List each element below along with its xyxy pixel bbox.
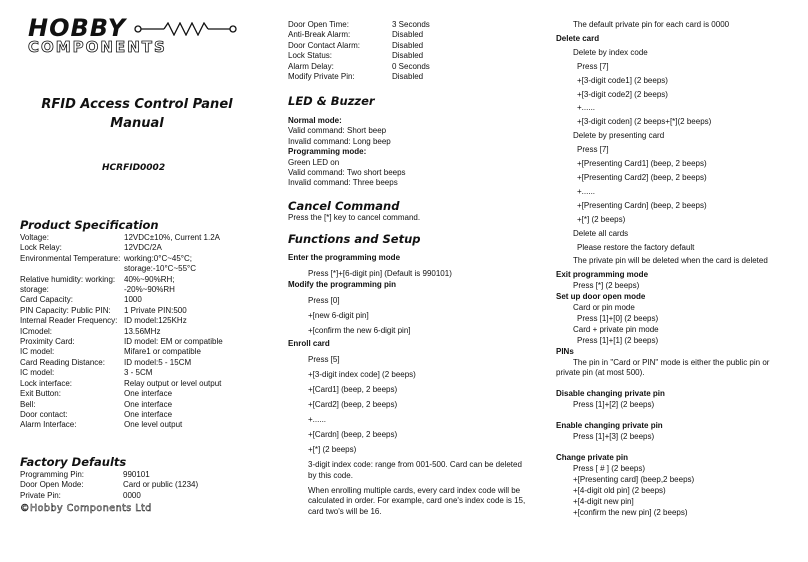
functions-section xyxy=(288,253,525,518)
spec-row xyxy=(20,400,223,410)
programming-mode-label: Programming mode: xyxy=(288,147,367,157)
delete-private-note: The private pin will be deleted when the card is deleted xyxy=(573,256,768,266)
enable-change-label: Enable changing private pin xyxy=(556,421,663,431)
delete-dots-1: +...... xyxy=(577,103,596,113)
spec-row-value: 40%~90%RH; xyxy=(124,274,175,284)
delete-all-cards: Delete all cards xyxy=(573,228,629,238)
setting-row xyxy=(288,62,430,72)
delete-code-n: +[3-digit coden] (2 beeps+[*](2 beeps) xyxy=(577,117,712,127)
setting-row-value: Disabled xyxy=(392,51,424,61)
enroll-card1: +[Card1] (beep, 2 beeps) xyxy=(308,385,398,395)
spec-row-label: IC model: xyxy=(20,368,55,378)
spec-row xyxy=(20,254,223,264)
product-spec-heading: Product Specification xyxy=(20,218,159,232)
setting-row xyxy=(288,72,430,82)
spec-row xyxy=(20,295,223,305)
spec-row-value: 1 Private PIN:500 xyxy=(124,305,187,315)
normal-mode-label: Normal mode: xyxy=(288,116,342,125)
delete-by-index: Delete by index code xyxy=(573,47,648,57)
spec-row-value: One interface xyxy=(124,399,173,409)
setting-row-value: 3 Seconds xyxy=(392,20,430,29)
spec-row-value: 1000 xyxy=(124,295,142,305)
delete-card-label: Delete card xyxy=(556,33,600,43)
spec-row xyxy=(20,316,223,326)
exit-prog-label: Exit programming mode xyxy=(556,270,649,280)
setting-row-value: Disabled xyxy=(392,30,424,40)
spec-row xyxy=(20,275,223,285)
title-line-1: RFID Access Control Panel xyxy=(41,97,233,112)
spec-row-value: working:0°C~45°C; xyxy=(124,253,192,263)
enable-press: Press [1]+[3] (2 beeps) xyxy=(573,432,655,442)
spec-row-value: 13.56MHz xyxy=(124,326,161,336)
spec-row-value: One level output xyxy=(124,420,183,430)
enroll-note-1a: 3-digit index code: range from 001-500. Card can be deleted xyxy=(308,459,522,469)
spec-row-label xyxy=(20,264,124,274)
enroll-note-1b: by this code. xyxy=(308,470,353,480)
card-or-pin-press: Press [1]+[0] (2 beeps) xyxy=(577,313,659,323)
change-pin-label: Change private pin xyxy=(556,453,629,462)
default-row xyxy=(20,491,198,501)
cancel-text: Press the [*] key to cancel command. xyxy=(288,213,421,222)
change-card: +[Presenting card] (beep,2 beeps) xyxy=(573,474,695,484)
delete-code-1: +[3-digit code1] (2 beeps) xyxy=(577,75,668,85)
spec-row-label: IC model: xyxy=(20,347,55,357)
delete-press-7a: Press [7] xyxy=(577,61,609,71)
default-private-pin: The default private pin for each card is 0000 xyxy=(573,20,730,29)
enroll-note-2c: card two's will be 16. xyxy=(308,507,382,517)
default-row-label: Programming Pin: xyxy=(20,470,85,479)
spec-row xyxy=(20,264,223,274)
spec-row-label: Card Capacity: xyxy=(20,295,73,305)
setting-row-label: Door Contact Alarm: xyxy=(288,40,361,50)
spec-row xyxy=(20,358,223,368)
spec-row-label: Internal Reader Frequency: xyxy=(20,316,118,326)
model-number: HCRFID0002 xyxy=(102,163,166,173)
delete-by-card: Delete by presenting card xyxy=(573,131,665,141)
spec-row-value: storage:-10°C~55°C xyxy=(124,264,196,274)
spec-row-label: Voltage: xyxy=(20,233,49,242)
spec-row-value: Relay output or level output xyxy=(124,378,222,388)
spec-row xyxy=(20,337,223,347)
prog-invalid: Invalid command: Three beeps xyxy=(288,178,398,188)
delete-dots-2: +...... xyxy=(577,186,596,196)
delete-code-2: +[3-digit code2] (2 beeps) xyxy=(577,89,668,99)
spec-row xyxy=(20,233,223,243)
modify-new: +[new 6-digit pin] xyxy=(308,310,369,320)
spec-row xyxy=(20,389,223,399)
default-row xyxy=(20,480,198,490)
spec-row xyxy=(20,410,223,420)
disable-change-label: Disable changing private pin xyxy=(556,389,665,399)
spec-row-label: Relative humidity: working: xyxy=(20,274,116,284)
enroll-press: Press [5] xyxy=(308,355,340,365)
spec-row-value: One interface xyxy=(124,389,173,399)
prog-valid: Valid command: Two short beeps xyxy=(288,168,406,178)
green-led: Green LED on xyxy=(288,157,340,167)
enroll-label: Enroll card xyxy=(288,339,330,349)
spec-row-value: 12VDC±10%, Current 1.2A xyxy=(124,233,220,242)
enroll-dots: +...... xyxy=(308,414,327,424)
spec-row-label: Exit Button: xyxy=(20,389,61,399)
delete-press-7b: Press [7] xyxy=(577,145,609,155)
logo-components: COMPONENTS xyxy=(28,38,167,56)
spec-row-label: Lock interface: xyxy=(20,378,73,388)
spec-row xyxy=(20,420,223,430)
default-row xyxy=(20,470,198,480)
setting-row-label: Lock Status: xyxy=(288,51,333,61)
logo xyxy=(22,14,232,58)
cancel-heading: Cancel Command xyxy=(288,199,400,213)
enroll-star: +[*] (2 beeps) xyxy=(308,444,357,454)
default-row-value: 0000 xyxy=(123,490,141,500)
spec-row xyxy=(20,368,223,378)
spec-row-label: Alarm Interface: xyxy=(20,420,77,430)
footer-copyright: ©Hobby Components Ltd xyxy=(20,503,152,514)
spec-row xyxy=(20,347,223,357)
change-confirm-pin: +[confirm the new pin] (2 beeps) xyxy=(573,507,688,517)
pins-text-1: The pin in "Card or PIN" mode is either the public pin or xyxy=(573,357,770,367)
card-or-pin-mode: Card or pin mode xyxy=(573,303,635,313)
enroll-index: +[3-digit index code] (2 beeps) xyxy=(308,370,416,380)
column-three xyxy=(556,20,769,518)
spec-row-label: storage: xyxy=(20,285,49,295)
enroll-cardn: +[Cardn] (beep, 2 beeps) xyxy=(308,429,398,439)
setting-row xyxy=(288,41,430,51)
title-line-2: Manual xyxy=(110,116,164,131)
logo-hobby: HOBBY xyxy=(28,14,127,42)
spec-row xyxy=(20,327,223,337)
settings-table xyxy=(288,20,430,82)
spec-row-value: -20%~90%RH xyxy=(124,285,175,295)
spec-row-label: Bell: xyxy=(20,399,36,409)
spec-row-value: One interface xyxy=(124,409,173,419)
enroll-note-2a: When enrolling multiple cards, every card index code will be xyxy=(308,485,521,495)
delete-restore: Please restore the factory default xyxy=(577,242,695,252)
normal-invalid: Invalid command: Long beep xyxy=(288,136,391,146)
functions-heading: Functions and Setup xyxy=(288,232,421,246)
pins-text-2: private pin (at most 500). xyxy=(556,368,645,378)
spec-row xyxy=(20,306,223,316)
modify-press: Press [0] xyxy=(308,295,340,305)
product-spec-table xyxy=(20,233,223,431)
spec-row-label: Card Reading Distance: xyxy=(20,357,105,367)
factory-defaults-heading: Factory Defaults xyxy=(20,455,127,469)
delete-star: +[*] (2 beeps) xyxy=(577,214,626,224)
change-old-pin: +[4-digit old pin] (2 beeps) xyxy=(573,485,666,495)
setting-row xyxy=(288,20,430,30)
setting-row-label: Alarm Delay: xyxy=(288,61,334,71)
delete-card-2: +[Presenting Card2] (beep, 2 beeps) xyxy=(577,172,707,182)
normal-valid: Valid command: Short beep xyxy=(288,126,387,136)
default-row-label: Private Pin: xyxy=(20,490,61,500)
default-row-value: 990101 xyxy=(123,470,150,479)
resistor-icon xyxy=(134,22,244,36)
spec-row-value: ID model:125KHz xyxy=(124,316,187,326)
led-buzzer-heading: LED & Buzzer xyxy=(288,94,375,108)
default-row-value: Card or public (1234) xyxy=(123,480,199,490)
change-new-pin: +[4-digit new pin] xyxy=(573,496,634,506)
enroll-card2: +[Card2] (beep, 2 beeps) xyxy=(308,400,398,410)
spec-row-label: PIN Capacity: Public PIN: xyxy=(20,305,111,315)
card-private-press: Press [1]+[1] (2 beeps) xyxy=(577,335,659,345)
spec-row-label: Environmental Temperature: xyxy=(20,253,121,263)
enroll-note-2b: calculated in order. For example, card one's index code is 15, xyxy=(308,496,526,506)
setting-row-label: Door Open Time: xyxy=(288,20,349,29)
spec-row-value: Mifare1 or compatible xyxy=(124,347,201,357)
delete-card-n: +[Presenting Cardn] (beep, 2 beeps) xyxy=(577,200,707,210)
setting-row-value: 0 Seconds xyxy=(392,61,430,71)
setup-door-label: Set up door open mode xyxy=(556,292,646,302)
spec-row-label: Door contact: xyxy=(20,409,68,419)
spec-row-value: ID model:5 - 15CM xyxy=(124,357,192,367)
spec-row-value: 12VDC/2A xyxy=(124,243,162,253)
pins-label: PINs xyxy=(556,346,574,356)
setting-row xyxy=(288,30,430,40)
spec-row-value: ID model: EM or compatible xyxy=(124,337,223,347)
setting-row xyxy=(288,51,430,61)
led-buzzer-section xyxy=(288,116,406,189)
spec-row xyxy=(20,379,223,389)
delete-card-1: +[Presenting Card1] (beep, 2 beeps) xyxy=(577,159,707,169)
spec-row-label: Proximity Card: xyxy=(20,337,75,347)
setting-row-value: Disabled xyxy=(392,40,424,50)
setting-row-label: Anti-Break Alarm: xyxy=(288,30,351,40)
setting-row-value: Disabled xyxy=(392,72,424,82)
modify-prog-label: Modify the programming pin xyxy=(288,279,396,289)
setting-row-label: Modify Private Pin: xyxy=(288,72,355,82)
default-row-label: Door Open Mode: xyxy=(20,480,84,490)
spec-row-label: Lock Relay: xyxy=(20,243,62,253)
enter-prog-label: Enter the programming mode xyxy=(288,253,401,262)
manual-title xyxy=(22,95,252,133)
spec-row-label: ICmodel: xyxy=(20,326,53,336)
disable-press: Press [1]+[2] (2 beeps) xyxy=(573,400,655,410)
card-private-mode: Card + private pin mode xyxy=(573,324,659,334)
enter-prog-press: Press [*]+[6-digit pin] (Default is 990101) xyxy=(308,268,452,278)
modify-confirm: +[confirm the new 6-digit pin] xyxy=(308,325,411,335)
factory-defaults-table xyxy=(20,470,198,501)
spec-row xyxy=(20,243,223,253)
spec-row xyxy=(20,285,223,295)
change-press: Press [ # ] (2 beeps) xyxy=(573,463,646,473)
spec-row-value: 3 - 5CM xyxy=(124,368,153,378)
exit-press: Press [*] (2 beeps) xyxy=(573,281,640,291)
